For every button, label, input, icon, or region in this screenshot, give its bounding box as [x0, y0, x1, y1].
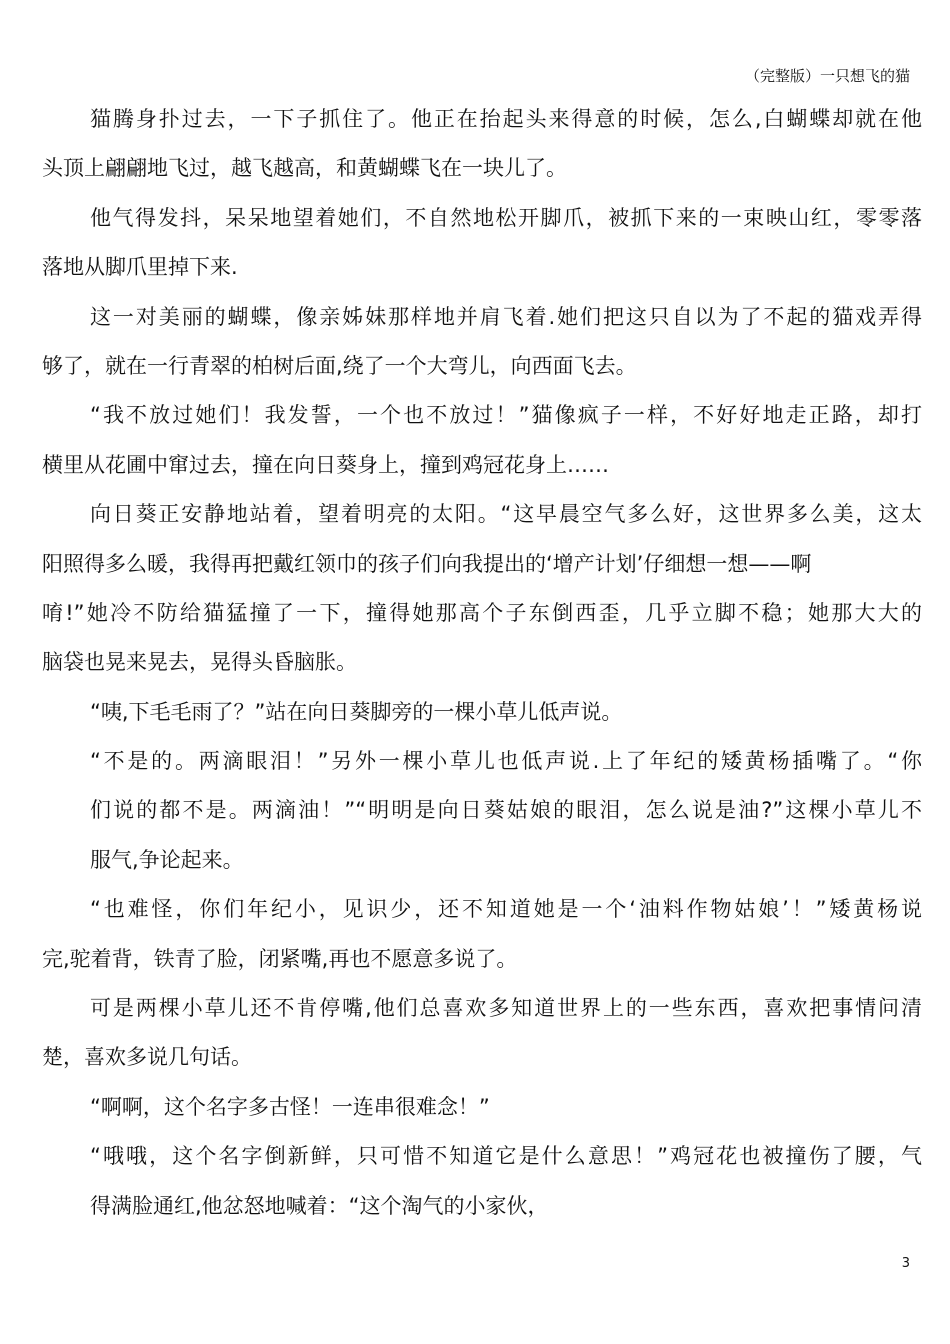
text-line: 们说的都不是。两滴油！”“明明是向日葵姑娘的眼泪，怎么说是油?”这棵小草儿不 — [90, 798, 922, 823]
text-line: 脑袋也晃来晃去，晃得头昏脑胀。 — [42, 650, 357, 675]
text-line: “咦,下毛毛雨了？”站在向日葵脚旁的一棵小草儿低声说。 — [90, 699, 623, 724]
text-line: “哦哦，这个名字倒新鲜，只可惜不知道它是什么意思！”鸡冠花也被撞伤了腰，气 — [90, 1144, 922, 1169]
page-header-title: （完整版）一只想飞的猫 — [744, 67, 910, 85]
text-line: 横里从花圃中窜过去，撞在向日葵身上，撞到鸡冠花身上…… — [42, 452, 609, 477]
text-line: 完,驼着背，铁青了脸，闭紧嘴,再也不愿意多说了。 — [42, 946, 518, 971]
text-line: “也难怪，你们年纪小，见识少，还不知道她是一个‘油料作物姑娘’！”矮黄杨说 — [90, 897, 922, 922]
page-number: 3 — [901, 1256, 910, 1271]
text-line: “我不放过她们！我发誓，一个也不放过！”猫像疯子一样，不好好地走正路，却打 — [90, 403, 922, 428]
text-line: 这一对美丽的蝴蝶，像亲姊妹那样地并肩飞着.她们把这只自以为了不起的猫戏弄得 — [90, 304, 922, 329]
text-line: 阳照得多么暖，我得再把戴红领巾的孩子们向我提出的‘增产计划’仔细想一想——啊 — [42, 551, 812, 576]
text-line: 够了，就在一行青翠的柏树后面,绕了一个大弯儿，向西面飞去。 — [42, 353, 637, 378]
document-body — [42, 95, 922, 1231]
text-line: “不是的。两滴眼泪！”另外一棵小草儿也低声说.上了年纪的矮黄杨插嘴了。“你 — [90, 749, 922, 774]
text-line: “啊啊，这个名字多古怪！一连串很难念！” — [90, 1094, 490, 1119]
text-line: 猫腾身扑过去，一下子抓住了。他正在抬起头来得意的时候，怎么,白蝴蝶却就在他 — [90, 107, 922, 131]
text-line: 落地从脚爪里掉下来. — [42, 255, 238, 280]
text-line: 他气得发抖，呆呆地望着她们，不自然地松开脚爪，被抓下来的一束映山红，零零落 — [90, 205, 922, 230]
text-line: 楚，喜欢多说几句话。 — [42, 1045, 252, 1070]
text-line: 得满脸通红,他忿怒地喊着：“这个淘气的小家伙， — [90, 1193, 549, 1218]
text-line: 唷!”她冷不防给猫猛撞了一下，撞得她那高个子东倒西歪，几乎立脚不稳；她那大大的 — [42, 600, 922, 625]
text-line: 服气,争论起来。 — [90, 847, 244, 872]
text-line: 可是两棵小草儿还不肯停嘴,他们总喜欢多知道世界上的一些东西，喜欢把事情问清 — [90, 996, 922, 1021]
text-line: 头顶上翩翩地飞过，越飞越高，和黄蝴蝶飞在一块儿了。 — [42, 156, 567, 181]
text-line: 向日葵正安静地站着，望着明亮的太阳。“这早晨空气多么好，这世界多么美，这太 — [90, 502, 922, 527]
